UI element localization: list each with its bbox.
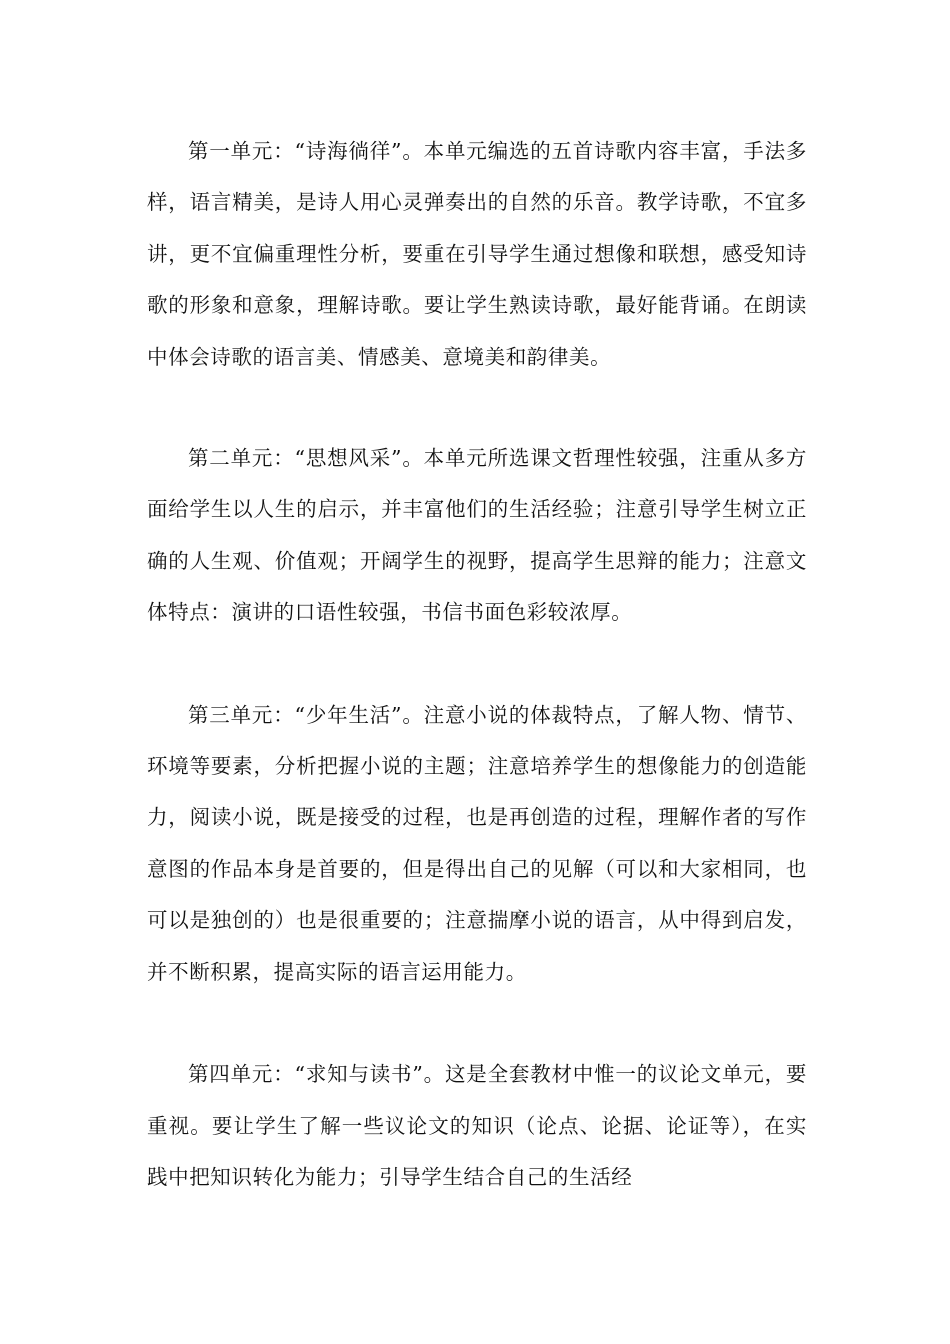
paragraph-unit-2: 第二单元：“思想风采”。本单元所选课文哲理性较强，注重从多方面给学生以人生的启示，并丰富他们的生活经验；注意引导学生树立正确的人生观、价值观；开阔学生的视野，提高学生思辩的能力；注意文体特点：演讲的口语性较强，书信书面色彩较浓厚。	[147, 446, 807, 625]
paragraph-unit-3: 第三单元：“少年生活”。注意小说的体裁特点，了解人物、情节、环境等要素，分析把握小说的主题；注意培养学生的想像能力的创造能力，阅读小说，既是接受的过程，也是再创造的过程，理解作者的写作意图的作品本身是首要的，但是得出自己的见解（可以和大家相同，也可以是独创的）也是很重要的；注意揣摩小说的语言，从中得到启发，并不断积累，提高实际的语言运用能力。	[147, 702, 807, 984]
paragraph-unit-1: 第一单元：“诗海徜徉”。本单元编选的五首诗歌内容丰富，手法多样，语言精美，是诗人用心灵弹奏出的自然的乐音。教学诗歌，不宜多讲，更不宜偏重理性分析，要重在引导学生通过想像和联想，感受知诗歌的形象和意象，理解诗歌。要让学生熟读诗歌，最好能背诵。在朗读中体会诗歌的语言美、情感美、意境美和韵律美。	[147, 139, 807, 369]
paragraph-unit-4: 第四单元：“求知与读书”。这是全套教材中惟一的议论文单元，要重视。要让学生了解一些议论文的知识（论点、论据、论证等），在实践中把知识转化为能力；引导学生结合自己的生活经	[147, 1062, 807, 1189]
document-body	[147, 126, 807, 1203]
